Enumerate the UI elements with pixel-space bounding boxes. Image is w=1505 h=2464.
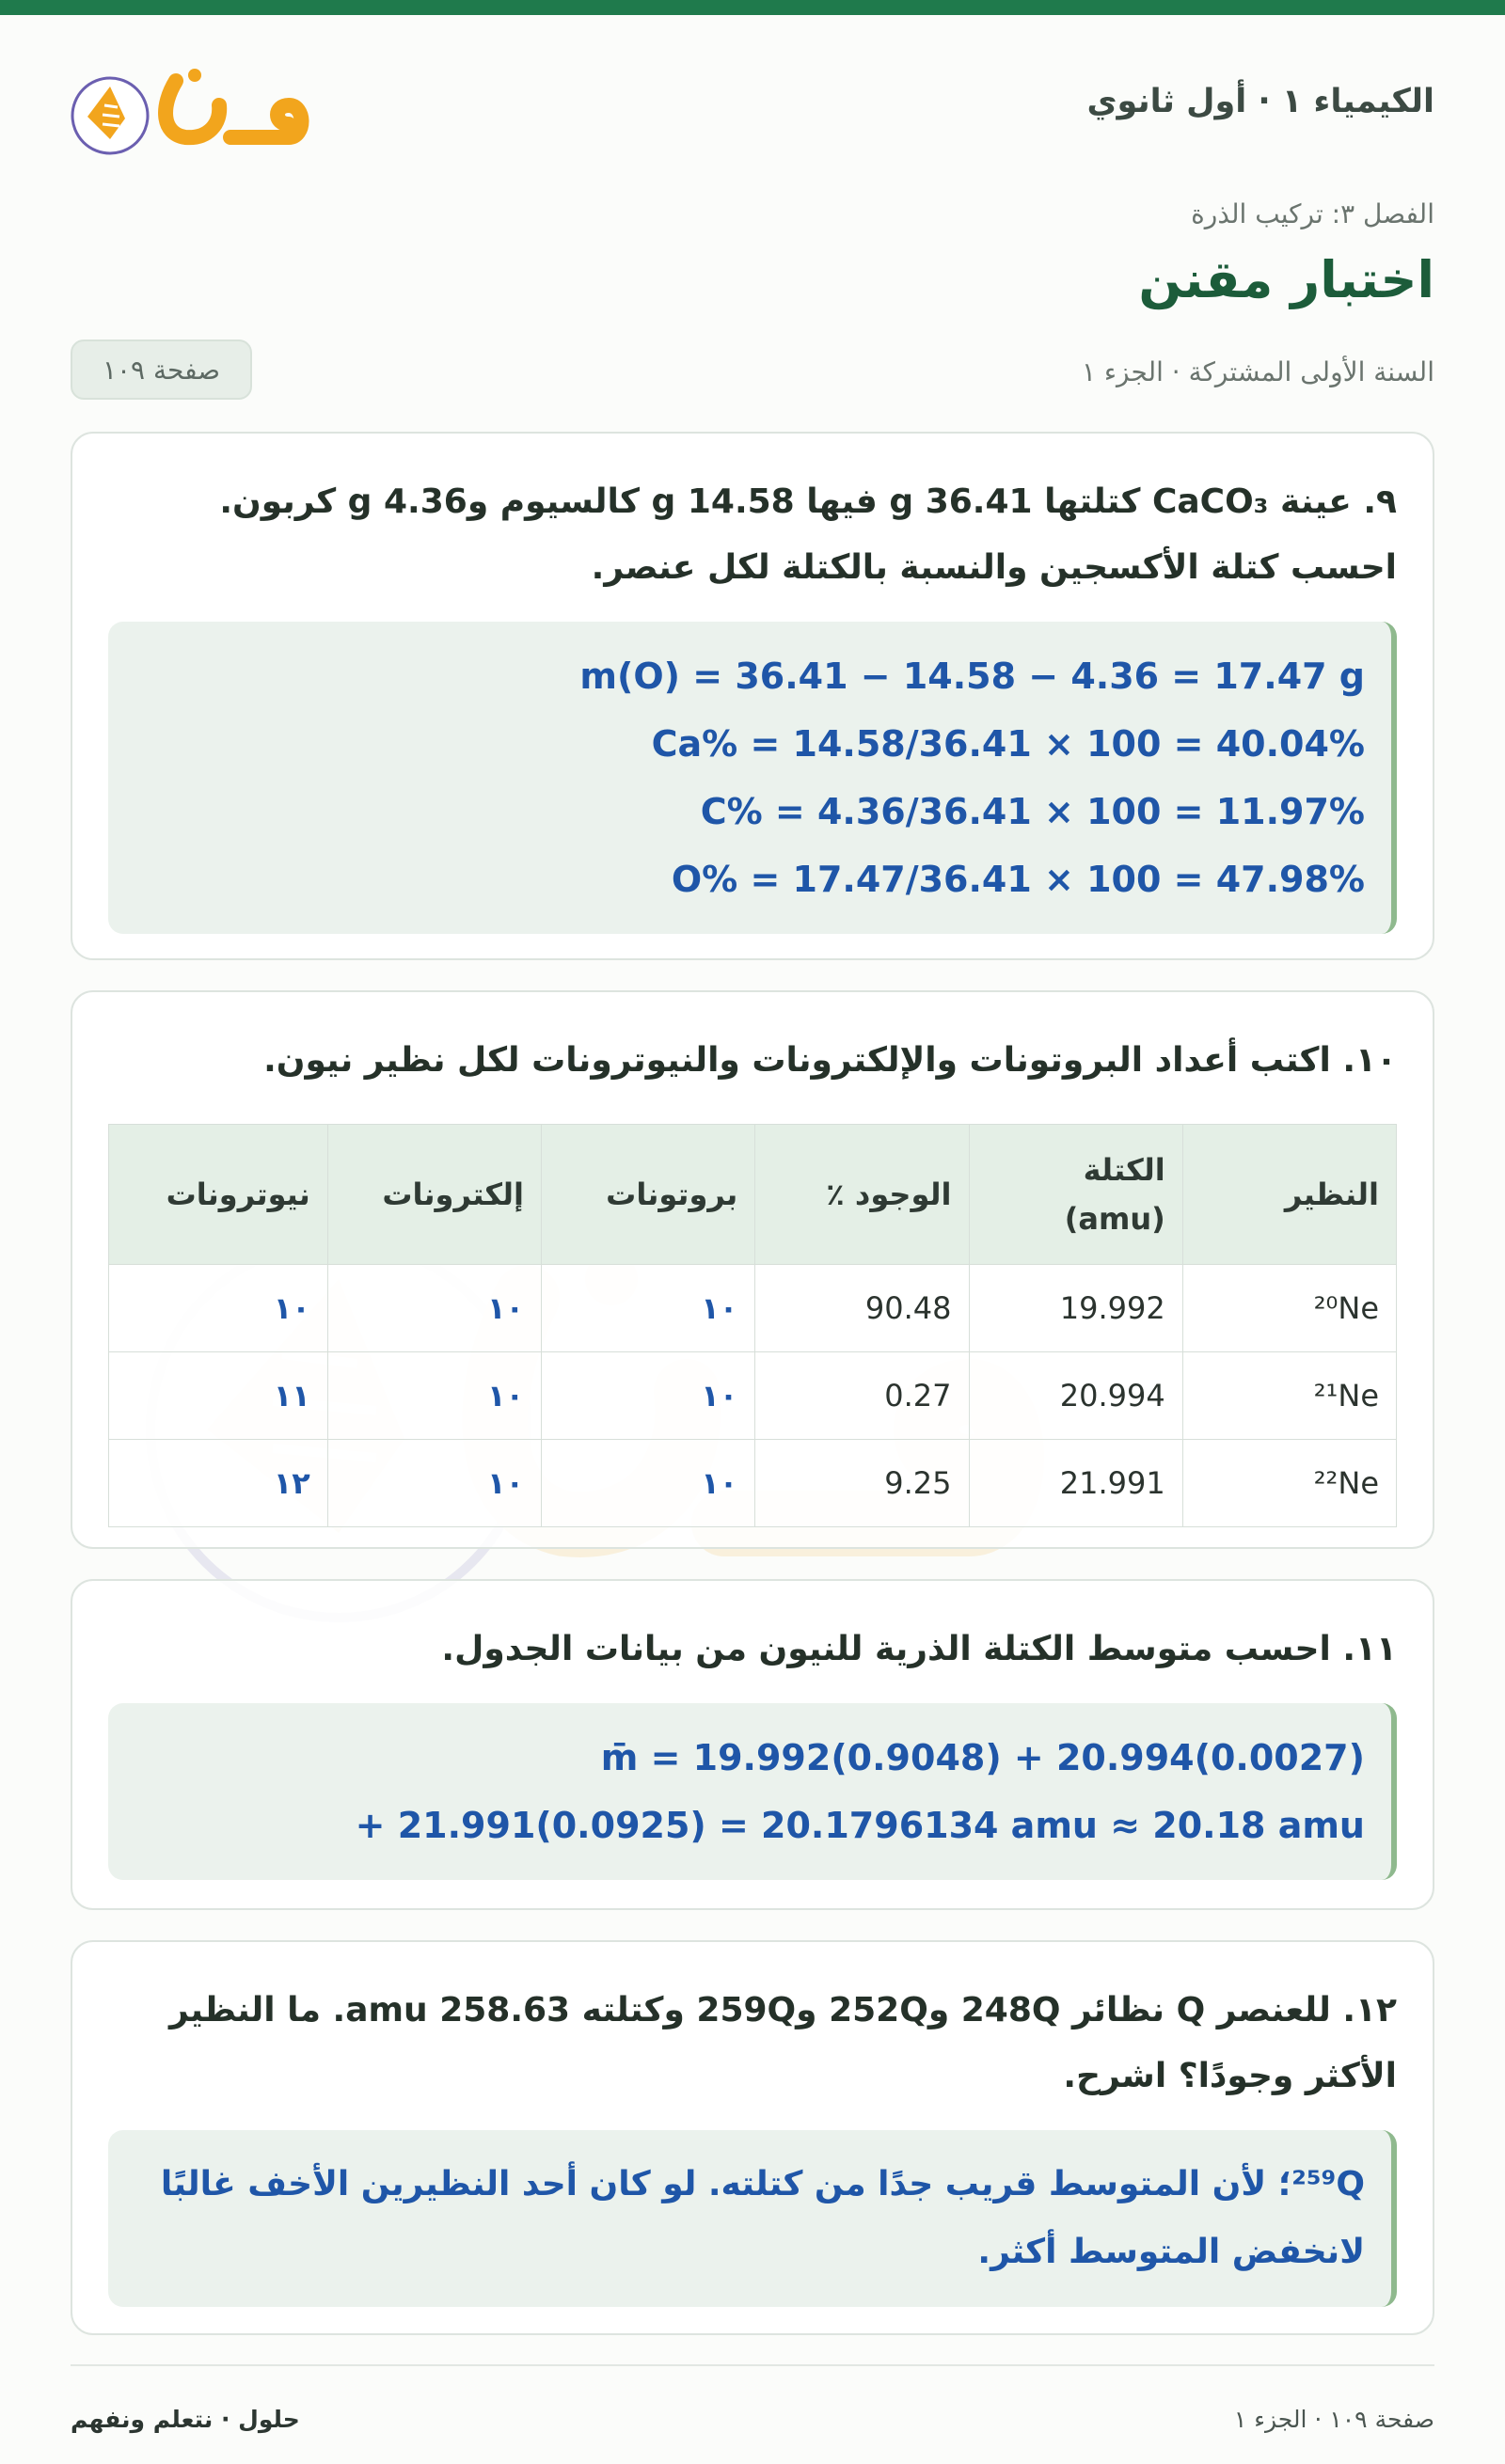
table-cell: 9.25: [755, 1440, 969, 1527]
answer-text: ²⁵⁹Q؛ لأن المتوسط قريب جدًا من كتلته. لو كان أحد النظيرين الأخف غالبًا لانخفض المتوسط أكثر.: [160, 2165, 1365, 2271]
question-text: ١٢. للعنصر Q نظائر 248Q و252Q و259Q وكتلته 258.63 amu. ما النظير الأكثر وجودًا؟ اشرح.: [168, 1991, 1397, 2095]
table-cell: ١٠: [542, 1352, 755, 1440]
column-header: الكتلة (amu): [969, 1125, 1182, 1265]
table-cell: 0.27: [755, 1352, 969, 1440]
table-cell: 21.991: [969, 1440, 1182, 1527]
table-cell: ١٠: [109, 1265, 328, 1352]
footer-page-info: صفحة ١٠٩ · الجزء ١: [1233, 2406, 1434, 2433]
question-text: ١٠. اكتب أعداد البروتونات والإلكترونات والنيوترونات لكل نظير نيون.: [263, 1041, 1397, 1080]
table-row: [109, 1440, 1397, 1527]
question-text: ١١. احسب متوسط الكتلة الذرية للنيون من بيانات الجدول.: [441, 1630, 1397, 1668]
question-card-12: [71, 1940, 1434, 2335]
hulul-logo[interactable]: [71, 53, 315, 166]
table-cell: ²⁰Ne: [1182, 1265, 1396, 1352]
table-cell: 20.994: [969, 1352, 1182, 1440]
question-card-9: [71, 432, 1434, 960]
column-header: بروتونات: [542, 1125, 755, 1265]
footer-brand: حلول · نتعلم ونفهم: [71, 2406, 300, 2433]
page-badge: صفحة ١٠٩: [71, 340, 252, 400]
question-card-10: [71, 990, 1434, 1549]
table-cell: ١٠: [327, 1265, 541, 1352]
column-header: نيوترونات: [109, 1125, 328, 1265]
answer-line: C% = 4.36/36.41 × 100 = 11.97%: [700, 791, 1365, 832]
table-row: [109, 1352, 1397, 1440]
table-cell: ١٠: [542, 1440, 755, 1527]
answer-box: [108, 1703, 1397, 1880]
answer-line: + 21.991(0.0925) = 20.1796134 amu ≈ 20.18 amu: [355, 1805, 1365, 1846]
page-footer: [71, 2364, 1434, 2441]
answer-box: [108, 2130, 1397, 2307]
column-header: إلكترونات: [327, 1125, 541, 1265]
answer-line: Ca% = 14.58/36.41 × 100 = 40.04%: [651, 723, 1365, 765]
table-cell: ١٢: [109, 1440, 328, 1527]
table-cell: ١٠: [327, 1440, 541, 1527]
column-header: النظير: [1182, 1125, 1396, 1265]
table-cell: ١٠: [542, 1265, 755, 1352]
table-cell: ²²Ne: [1182, 1440, 1396, 1527]
question-card-11: [71, 1579, 1434, 1910]
answer-line: m(O) = 36.41 − 14.58 − 4.36 = 17.47 g: [579, 655, 1365, 697]
column-header: الوجود ٪: [755, 1125, 969, 1265]
table-cell: ١١: [109, 1352, 328, 1440]
meta-row: [71, 340, 1434, 407]
table-cell: 90.48: [755, 1265, 969, 1352]
top-accent-bar: [0, 0, 1505, 15]
page-title: اختبار مقنن: [1138, 250, 1434, 309]
isotope-table: [108, 1124, 1397, 1527]
table-row: [109, 1265, 1397, 1352]
table-cell: ²¹Ne: [1182, 1352, 1396, 1440]
page-content: [71, 15, 1434, 2335]
table-cell: ١٠: [327, 1352, 541, 1440]
answer-line: O% = 17.47/36.41 × 100 = 47.98%: [671, 859, 1365, 900]
chapter-label: الفصل ٣: تركيب الذرة: [1191, 198, 1434, 229]
page-header: [71, 15, 1434, 180]
answer-line: m̄ = 19.992(0.9048) + 20.994(0.0027): [600, 1737, 1365, 1778]
question-text: ٩. عينة CaCO₃ كتلتها 36.41 g فيها 14.58 g كالسيوم و4.36 g كربون. احسب كتلة الأكسجين والنسبة بالكتلة لكل عنصر.: [219, 482, 1397, 587]
course-title: الكيمياء ١ · أول ثانوي: [1086, 83, 1434, 120]
table-cell: 19.992: [969, 1265, 1182, 1352]
meta-text: السنة الأولى المشتركة · الجزء ١: [1081, 356, 1434, 387]
answer-box: [108, 622, 1397, 934]
